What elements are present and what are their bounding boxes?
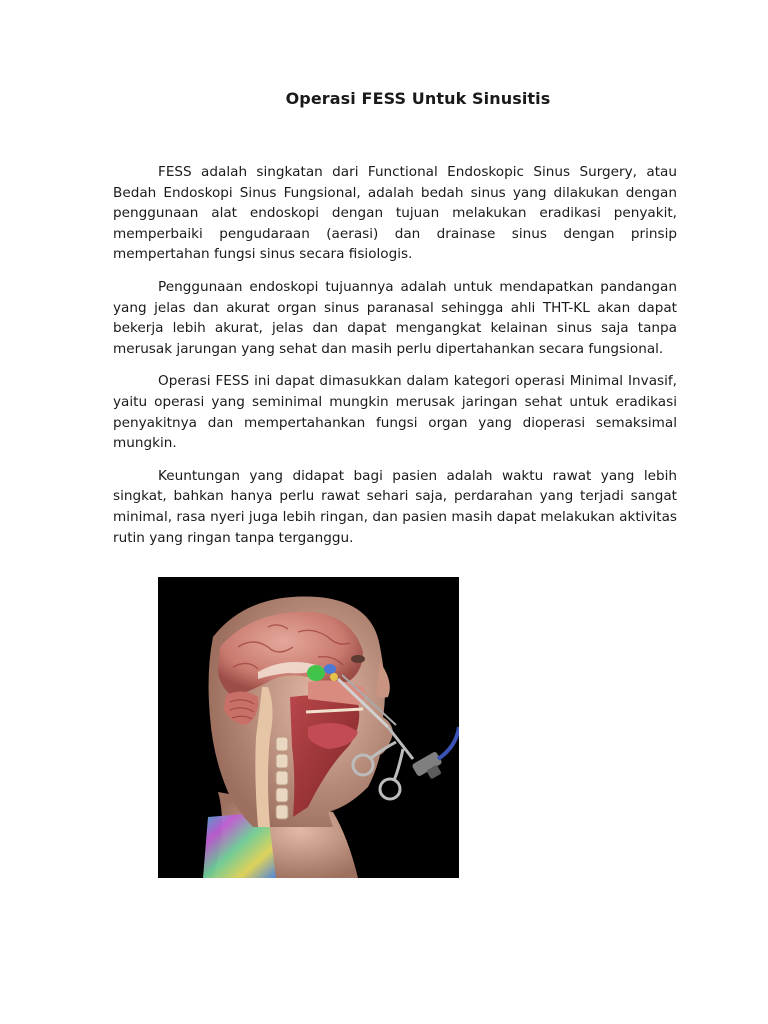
document-body: [113, 162, 677, 560]
head-cross-section-image: [158, 577, 459, 878]
paragraph-3: Operasi FESS ini dapat dimasukkan dalam kategori operasi Minimal Invasif, yaitu operasi yang seminimal mungkin merusak jaringan sehat untuk eradikasi penyakitnya dan mempertahankan fungsi organ yang dioperasi semaksimal mungkin.: [113, 373, 677, 452]
paragraph-1: FESS adalah singkatan dari Functional Endoskopic Sinus Surgery, atau Bedah Endoskopi Sinus Fungsional, adalah bedah sinus yang dilakukan dengan penggunaan alat endoskopi dengan tujuan melakukan eradikasi penyakit, memperbaiki pengudaraan (aerasi) dan drainase sinus dengan prinsip mempertahan fungsi sinus secara fisiologis.: [113, 164, 677, 263]
paragraph-4: Keuntungan yang didapat bagi pasien adalah waktu rawat yang lebih singkat, bahkan hanya perlu rawat sehari saja, perdarahan yang terjadi sangat minimal, rasa nyeri juga lebih ringan, dan pasien masih dapat melakukan aktivitas rutin yang ringan tanpa terganggu.: [113, 467, 677, 546]
paragraph-2: Penggunaan endoskopi tujuannya adalah untuk mendapatkan pandangan yang jelas dan akurat organ sinus paranasal sehingga ahli THT-KL akan dapat bekerja lebih akurat, jelas dan dapat mengangkat kelainan sinus saja tanpa merusak jarungan yang sehat dan masih perlu dipertahankan secara fungsional.: [113, 278, 677, 357]
document-title: Operasi FESS Untuk Sinusitis: [285, 89, 551, 108]
fess-anatomy-illustration: [158, 577, 459, 878]
